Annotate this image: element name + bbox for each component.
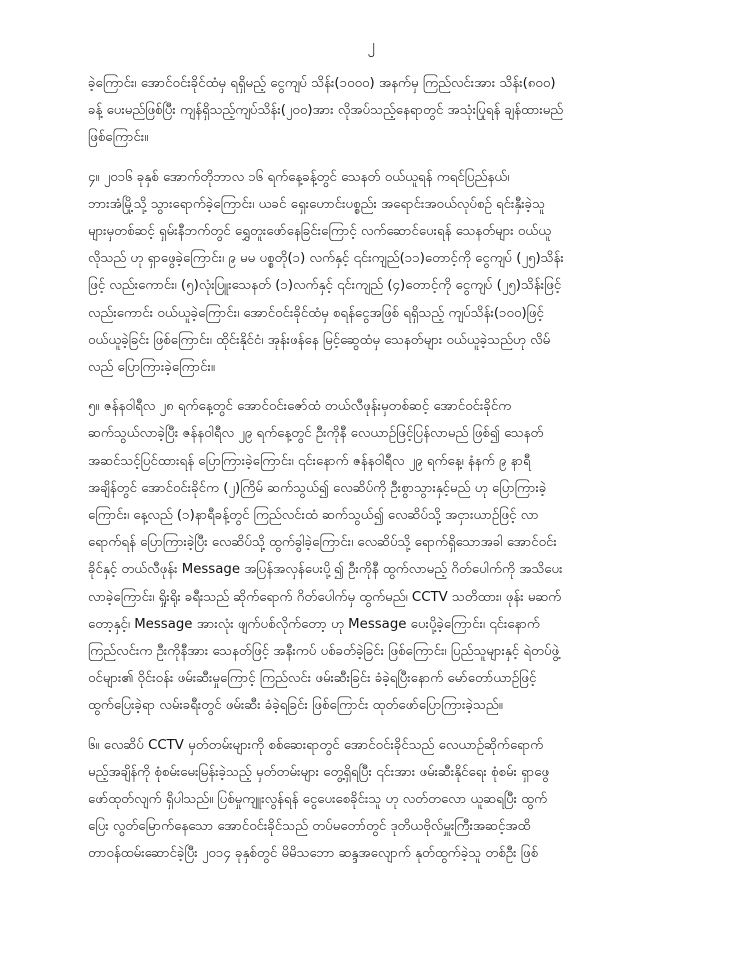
page-number: ၂ — [367, 36, 375, 54]
text-line: ဘားအံမြို့သို့ သွားရောက်ခဲ့ကြောင်း၊ ယခင် ရှေးဟောင်းပစ္စည်း အရောင်းအဝယ်လုပ်စဉ် ရင်းနှီးခဲ့သူ — [88, 196, 546, 212]
document-body — [88, 70, 688, 880]
paragraph-continued — [88, 70, 688, 152]
text-line: လည်းကောင်း ဝယ်ယူခဲ့ကြောင်း၊ အောင်ဝင်းခိုင်ထံမှ စရန်ငွေအဖြစ် ရရှိသည့် ကျပ်သိန်း(၁၀၀)ဖြင့် — [88, 305, 544, 321]
paragraph-5 — [88, 393, 688, 719]
text-line: ၆။ လေဆိပ် CCTV မှတ်တမ်းများကို စစ်ဆေးရာတွင် အောင်ဝင်းခိုင်သည် လေယာဉ်ဆိုက်ရောက် — [88, 737, 544, 753]
text-line: အချိန်တွင် အောင်ဝင်းခိုင်က (၂)ကြိမ် ဆက်သွယ်၍ လေဆိပ်ကို ဦးစွာသွားနှင့်မည် ဟု ပြောကြားခဲ့ — [88, 480, 547, 496]
text-line: ဖြစ်ကြောင်း။ — [88, 130, 149, 146]
paragraph-6 — [88, 732, 688, 868]
text-line: ခဲ့ကြောင်း၊ အောင်ဝင်းခိုင်ထံမှ ရရှိမည့် ငွေကျပ် သိန်း(၁၀၀၀) အနက်မှ ကြည်လင်းအား သိန်း(၈၀၀) — [88, 76, 556, 91]
text-line: အဆင်သင့်ပြင်ထားရန် ပြောကြားခဲ့ကြောင်း၊ ၎င်းနောက် ဇန်နဝါရီလ ၂၉ ရက်နေ့၊ နံနက် ၉ နာရီ — [88, 453, 531, 469]
text-line: ၄။ ၂၀၁၆ ခုနှစ် အောက်တိုဘာလ ၁၆ ရက်နေ့ခန့်တွင် သေနတ် ဝယ်ယူရန် ကရင်ပြည်နယ်၊ — [88, 169, 510, 185]
text-line: ပြေး လွတ်မြောက်နေသော အောင်ဝင်းခိုင်သည် တပ်မတော်တွင် ဒုတိယဗိုလ်မှူးကြီးအဆင့်အထိ — [88, 819, 531, 835]
text-line: ဝင်များ၏ ဝိုင်းဝန်း ဖမ်းဆီးမှုကြောင့် ကြည်လင်း ဖမ်းဆီးခြင်း ခံခဲ့ရပြီးနောက် မော်တော်ယာဉ်ဖြင့် — [88, 671, 537, 687]
text-line: တော့နှင့်၊ Message အားလုံး ဖျက်ပစ်လိုက်တော့ ဟု Message ပေးပို့ခဲ့ကြောင်း၊ ၎င်းနောက် — [88, 616, 540, 632]
text-line: ခိုင်နှင့် တယ်လီဖုန်း Message အပြန်အလှန်ပေးပို့၍ ဦးကိုနီ ထွက်လာမည့် ဂိတ်ပေါက်ကို အသိပေး — [88, 562, 563, 578]
text-line: မည့်အချိန်ကို စုံစမ်းမေးမြန်းခဲ့သည့် မှတ်တမ်းများ တွေ့ရှိရပြီး ၎င်းအား ဖမ်းဆီးနိုင်ရေး စုံစမ်း ရှာဖွေ — [88, 764, 550, 780]
text-line: လိုသည် ဟု ရှာဖွေခဲ့ကြောင်း၊ ၉ မမ ပစ္စတို(၁) လက်နှင့် ၎င်းကျည်(၁၁)တောင့်ကို ငွေကျပ် (၂၅)သိန်း — [88, 251, 564, 267]
text-line: ဆက်သွယ်လာခဲ့ပြီး ဇန်နဝါရီလ ၂၉ ရက်နေ့တွင် ဦးကိုနီ လေယာဉ်ဖြင့်ပြန်လာမည် ဖြစ်၍ သေနတ် — [88, 426, 544, 442]
text-line: ကြောင်း၊ နေ့လည် (၁)နာရီခန့်တွင် ကြည်လင်းထံ ဆက်သွယ်၍ လေဆိပ်သို့ အငှားယာဉ်ဖြင့် လာ — [88, 508, 539, 524]
text-line: ဖော်ထုတ်လျက် ရှိပါသည်။ ပြစ်မှုကျူးလွန်ရန် ငွေပေးစေခိုင်းသူ ဟု လတ်တလော ယူဆရပြီး ထွက် — [88, 792, 548, 808]
text-line: ရောက်ရန် ပြောကြားခဲ့ပြီး လေဆိပ်သို့ ထွက်ခွါခဲ့ကြောင်း၊ လေဆိပ်သို့ ရောက်ရှိသောအခါ အောင်ဝင်း — [88, 535, 557, 551]
text-line: ဖြင့် လည်းကောင်း၊ (၅)လုံးပြူးသေနတ် (၁)လက်နှင့် ၎င်းကျည် (၄)တောင့်ကို ငွေကျပ် (၂၅)သိန်းဖြင့် — [88, 278, 562, 294]
text-line: ဝယ်ယူခဲ့ခြင်း ဖြစ်ကြောင်း၊ ထိုင်းနိုင်ငံ၊ အုန်းဖန်နေ မြင့်ဆွေထံမှ သေနတ်များ ဝယ်ယူခဲ့သည်ဟု လိမ် — [88, 332, 551, 348]
text-line: ၅။ ဇန်နဝါရီလ ၂၈ ရက်နေ့တွင် အောင်ဝင်းဇော်ထံ တယ်လီဖုန်းမှတစ်ဆင့် အောင်ဝင်းခိုင်က — [88, 399, 512, 415]
text-line: ထွက်ပြေးခဲ့ရာ လမ်းခရီးတွင် ဖမ်းဆီး ခံခဲ့ရခြင်း ဖြစ်ကြောင်း ထုတ်ဖော်ပြောကြားခဲ့သည်။ — [88, 698, 503, 714]
text-line: ကြည်လင်းက ဦးကိုနီအား သေနတ်ဖြင့် အနီးကပ် ပစ်ခတ်ခဲ့ခြင်း ဖြစ်ကြောင်း၊ ပြည်သူများနှင့် ရဲတပ်ဖွဲ့ — [88, 644, 560, 660]
text-line: ခန့် ပေးမည်ဖြစ်ပြီး ကျန်ရှိသည့်ကျပ်သိန်း(၂၀၀)အား လိုအပ်သည့်နေရာတွင် အသုံးပြုရန် ချန်ထားမည် — [88, 103, 564, 119]
text-line: လည် ပြောကြားခဲ့ကြောင်း။ — [88, 360, 215, 376]
text-line: တာဝန်ထမ်းဆောင်ခဲ့ပြီး ၂၀၁၄ ခုနှစ်တွင် မိမိသဘော ဆန္ဒအလျောက် နုတ်ထွက်ခဲ့သူ တစ်ဦး ဖြစ် — [88, 846, 539, 862]
text-line: လာခဲ့ကြောင်း၊ ရှိုးရိုး ခရီးသည် ဆိုက်ရောက် ဂိတ်ပေါက်မှ ထွက်မည်၊ CCTV သတိထား၊ ဖုန်း မဆက် — [88, 589, 562, 605]
paragraph-4 — [88, 164, 688, 382]
text-line: များမှတစ်ဆင့် ရှမ်းနီဘက်တွင် ရွှေတူးဖော်နေခြင်းကြောင့် လက်ဆောင်ပေးရန် သေနတ်များ ဝယ်ယူ — [88, 224, 552, 240]
